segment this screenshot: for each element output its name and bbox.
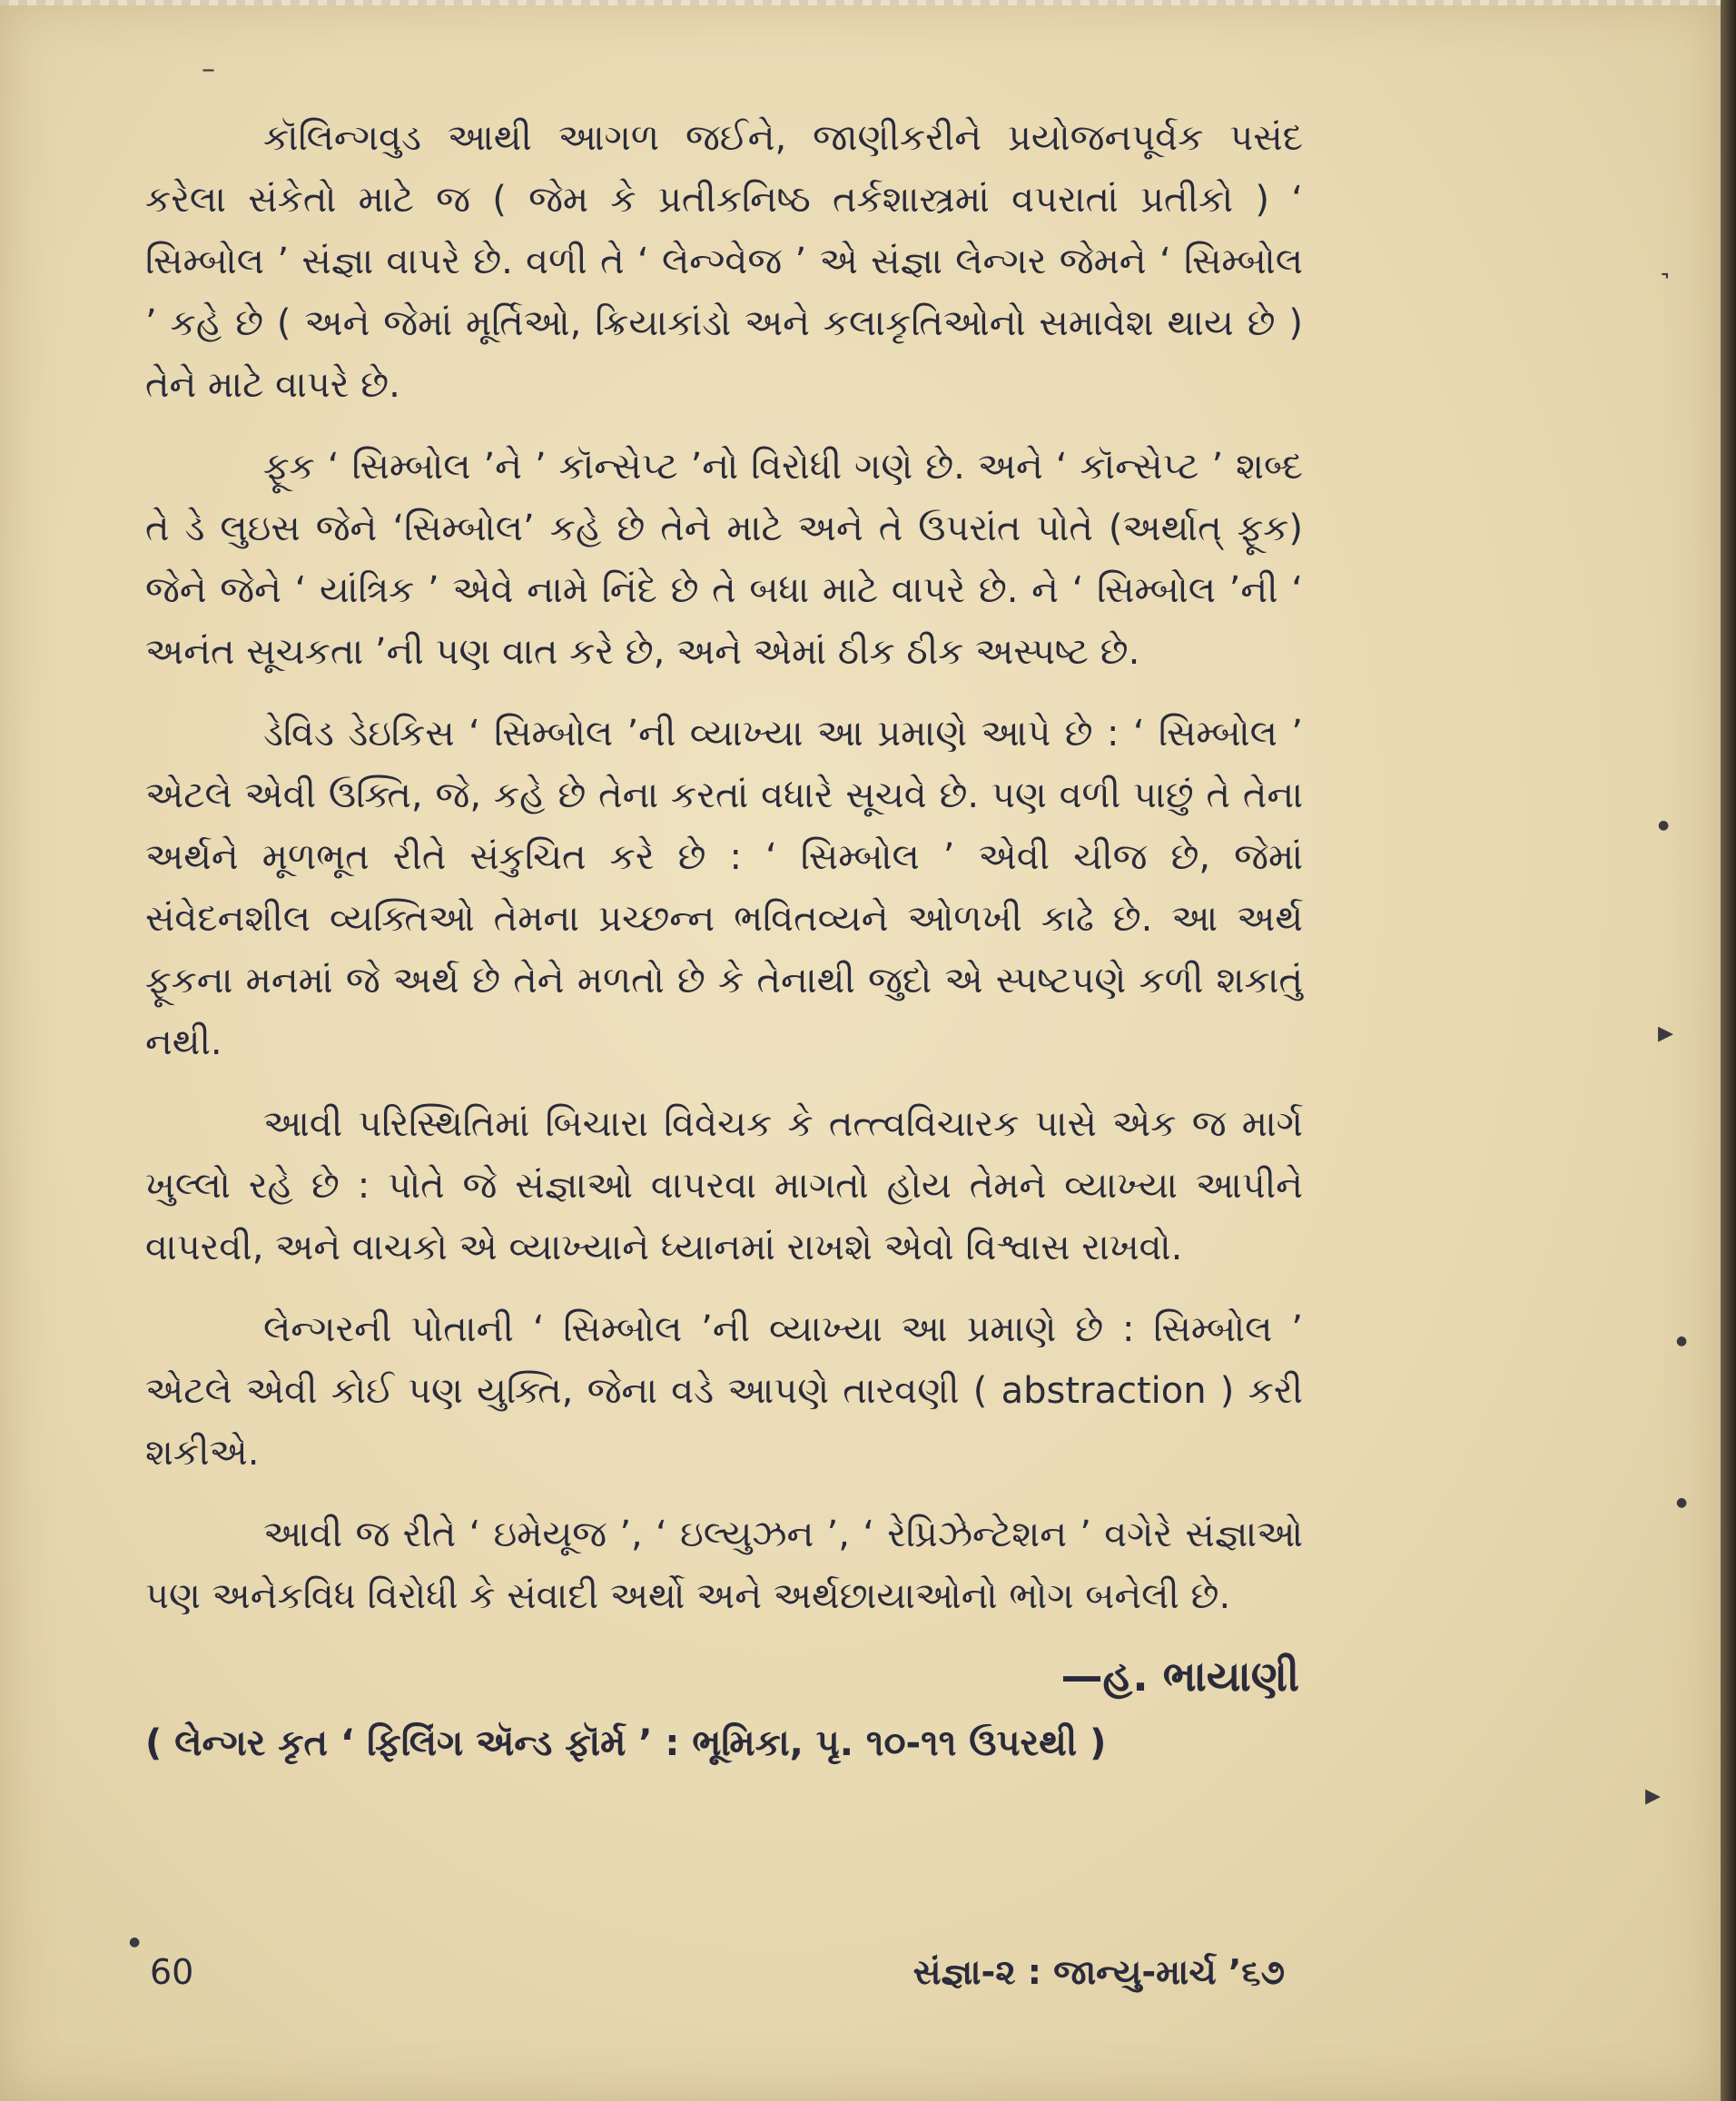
paragraph: કૉલિન્ગવુડ આથી આગળ જઈને, જાણીકરીને પ્રયોજનપૂર્વક પસંદ કરેલા સંકેતો માટે જ ( જેમ કે પ્રતીકનિષ્ઠ તર્કશાસ્ત્રમાં વપરાતાં પ્રતીકો ) ‘ સિમ્બોલ ’ સંજ્ઞા વાપરે છે. વળી તે ‘ લેન્ગ્વેજ ’ એ સંજ્ઞા લેન્ગર જેમને ‘ સિમ્બોલ ’ કહે છે ( અને જેમાં મૂર્તિઓ, ક્રિયાકાંડો અને કલાકૃતિઓનો સમાવેશ થાય છે ) તેને માટે વાપરે છે. bbox=[145, 117, 1303, 406]
ink-mark: – bbox=[202, 54, 215, 85]
margin-dot: ● bbox=[129, 1935, 141, 1949]
author-signature: —હ. ભાયાણી bbox=[1060, 1652, 1299, 1701]
margin-mark: ▸ bbox=[1645, 1777, 1662, 1813]
journal-footer: સંજ્ઞા-૨ : જાન્યુ-માર્ચ ’૬૭ bbox=[912, 1952, 1285, 1992]
margin-mark: ˺ bbox=[1660, 268, 1671, 304]
margin-dot: ● bbox=[1658, 818, 1670, 833]
paragraph: લેન્ગરની પોતાની ‘ સિમ્બોલ ’ની વ્યાખ્યા આ પ્રમાણે છે : સિમ્બોલ ’ એટલે એવી કોઈ પણ યુક્તિ, જેના વડે આપણે તારવણી ( abstraction ) કરી શકીએ. bbox=[145, 1308, 1303, 1474]
paragraph: આવી જ રીતે ‘ ઇમેયૂજ ’, ‘ ઇલ્યુઝન ’, ‘ રેપ્રિઝેન્ટેશન ’ વગેરે સંજ્ઞાઓ પણ અનેકવિધ વિરોધી કે સંવાદી અર્થો અને અર્થછાયાઓનો ભોગ બનેલી છે. bbox=[145, 1514, 1303, 1617]
paragraph: આવી પરિસ્થિતિમાં બિચારા વિવેચક કે તત્ત્વવિચારક પાસે એક જ માર્ગ ખુલ્લો રહે છે : પોતે જે સંજ્ઞાઓ વાપરવા માગતો હોય તેમને વ્યાખ્યા આપીને વાપરવી, અને વાચકો એ વ્યાખ્યાને ધ્યાનમાં રાખશે એવો વિશ્વાસ રાખવો. bbox=[145, 1103, 1303, 1268]
margin-dot: ● bbox=[1676, 1334, 1688, 1348]
source-citation: ( લેન્ગર કૃત ‘ ફિલિંગ ઍન્ડ ફૉર્મ ’ : ભૂમિકા, પૃ. ૧૦-૧૧ ઉપરથી ) bbox=[145, 1722, 1107, 1764]
article-body bbox=[145, 107, 1303, 1772]
paragraph: ફૂક ‘ સિમ્બોલ ’ને ’ કૉન્સેપ્ટ ’નો વિરોધી ગણે છે. અને ‘ કૉન્સેપ્ટ ’ શબ્દ તે ડે લુઇસ જેને ‘સિમ્બોલ’ કહે છે તેને માટે અને તે ઉપરાંત પોતે (અર્થાત્ ફૂક) જેને જેને ‘ યાંત્રિક ’ એવે નામે નિંદે છે તે બધા માટે વાપરે છે. ને ‘ સિમ્બોલ ’ની ‘ અનંત સૂચકતા ’ની પણ વાત કરે છે, અને એમાં ઠીક ઠીક અસ્પષ્ટ છે. bbox=[145, 446, 1303, 673]
margin-dot: ● bbox=[1676, 1495, 1688, 1510]
paragraph: ડેવિડ ડેઇકિસ ‘ સિમ્બોલ ’ની વ્યાખ્યા આ પ્રમાણે આપે છે : ‘ સિમ્બોલ ’ એટલે એવી ઉક્તિ, જે, કહે છે તેના કરતાં વધારે સૂચવે છે. પણ વળી પાછું તે તેના અર્થને મૂળભૂત રીતે સંકુચિત કરે છે : ‘ સિમ્બોલ ’ એવી ચીજ છે, જેમાં સંવેદનશીલ વ્યક્તિઓ તેમના પ્રચ્છન્ન ભવિતવ્યને ઓળખી કાઢે છે. આ અર્થ ફૂકના મનમાં જે અર્થ છે તેને મળતો છે કે તેનાથી જુદો એ સ્પષ્ટપણે કળી શકાતું નથી. bbox=[145, 713, 1303, 1063]
margin-mark: ▸ bbox=[1658, 1014, 1674, 1050]
page-number: 60 bbox=[150, 1952, 194, 1992]
scan-edge bbox=[0, 0, 1721, 5]
page-edge bbox=[1721, 0, 1736, 2101]
